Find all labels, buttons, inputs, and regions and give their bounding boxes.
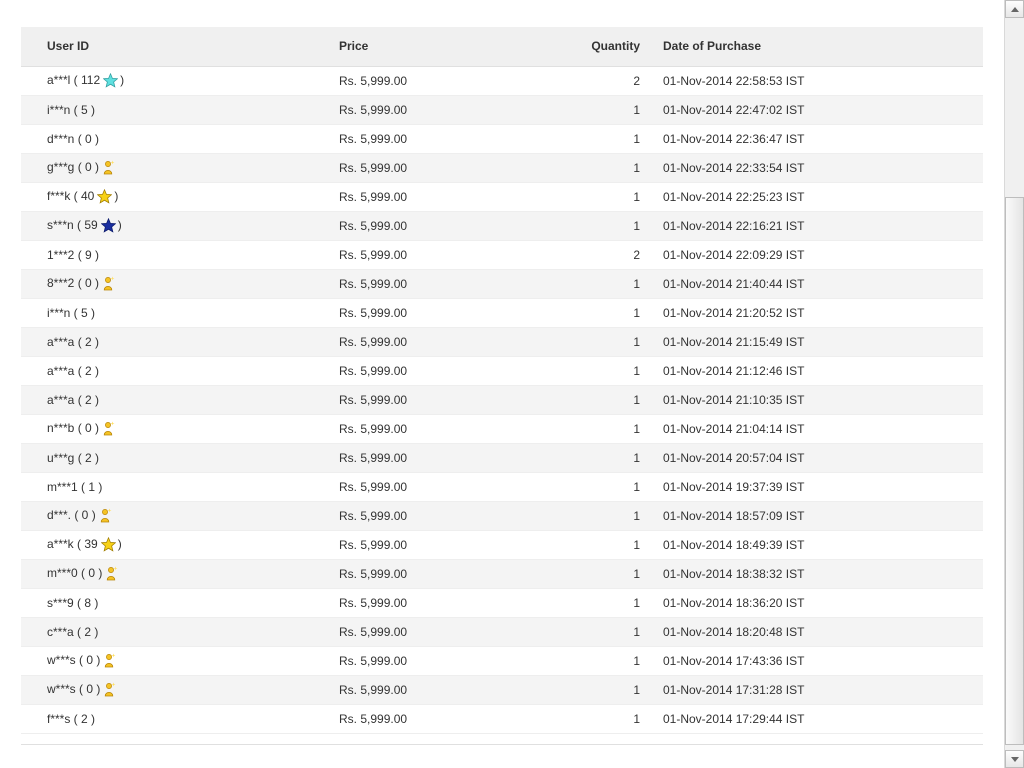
cell-date-of-purchase: 01-Nov-2014 22:36:47 IST <box>650 125 983 154</box>
cell-date-of-purchase: 01-Nov-2014 18:49:39 IST <box>650 531 983 560</box>
user-id-text: f***s ( 2 ) <box>47 712 96 726</box>
cell-user-id <box>21 531 339 560</box>
cell-quantity: 1 <box>567 618 650 647</box>
user-id-suffix: ) <box>117 218 122 233</box>
table-row <box>21 183 983 212</box>
table-header-row <box>21 27 983 67</box>
cell-user-id <box>21 676 339 705</box>
cell-quantity: 1 <box>567 705 650 734</box>
cell-quantity: 1 <box>567 560 650 589</box>
user-id-text: m***1 ( 1 ) <box>47 480 103 494</box>
cell-user-id <box>21 560 339 589</box>
table-row <box>21 531 983 560</box>
column-header-date-of-purchase[interactable]: Date of Purchase <box>650 27 983 67</box>
cell-price: Rs. 5,999.00 <box>339 444 567 473</box>
cell-date-of-purchase: 01-Nov-2014 20:57:04 IST <box>650 444 983 473</box>
table-row <box>21 386 983 415</box>
cell-user-id <box>21 589 339 618</box>
column-header-user-id[interactable]: User ID <box>21 27 339 67</box>
cell-price: Rs. 5,999.00 <box>339 67 567 96</box>
new-user-icon <box>103 682 116 697</box>
cell-quantity: 2 <box>567 241 650 270</box>
cell-user-id <box>21 270 339 299</box>
cell-date-of-purchase: 01-Nov-2014 18:57:09 IST <box>650 502 983 531</box>
user-id-suffix: ) <box>114 189 119 204</box>
new-user-icon <box>102 160 115 175</box>
table-row <box>21 212 983 241</box>
cell-date-of-purchase: 01-Nov-2014 22:25:23 IST <box>650 183 983 212</box>
table-row <box>21 357 983 386</box>
cell-price: Rs. 5,999.00 <box>339 618 567 647</box>
column-header-price[interactable]: Price <box>339 27 567 67</box>
cell-price: Rs. 5,999.00 <box>339 415 567 444</box>
user-id-text: a***l ( 112 <box>47 73 101 88</box>
table-row <box>21 705 983 734</box>
table-row <box>21 618 983 647</box>
bid-history-table <box>21 27 983 734</box>
scroll-up-button[interactable] <box>1005 0 1024 18</box>
scroll-down-arrow-icon <box>1011 757 1019 762</box>
cell-user-id <box>21 96 339 125</box>
cell-price: Rs. 5,999.00 <box>339 502 567 531</box>
cell-quantity: 1 <box>567 212 650 241</box>
cell-user-id <box>21 386 339 415</box>
cell-price: Rs. 5,999.00 <box>339 183 567 212</box>
cell-date-of-purchase: 01-Nov-2014 22:09:29 IST <box>650 241 983 270</box>
cell-quantity: 1 <box>567 386 650 415</box>
user-id-text: u***g ( 2 ) <box>47 451 100 465</box>
cell-quantity: 1 <box>567 270 650 299</box>
cell-quantity: 1 <box>567 154 650 183</box>
cell-user-id <box>21 473 339 502</box>
star-yellow-icon <box>97 189 112 204</box>
user-id-text: a***a ( 2 ) <box>47 364 100 378</box>
table-row <box>21 96 983 125</box>
cell-date-of-purchase: 01-Nov-2014 19:37:39 IST <box>650 473 983 502</box>
table-footer-divider <box>21 744 983 745</box>
cell-user-id <box>21 328 339 357</box>
scroll-up-arrow-icon <box>1011 7 1019 12</box>
cell-date-of-purchase: 01-Nov-2014 22:33:54 IST <box>650 154 983 183</box>
cell-price: Rs. 5,999.00 <box>339 357 567 386</box>
user-id-suffix: ) <box>120 73 125 88</box>
cell-date-of-purchase: 01-Nov-2014 17:43:36 IST <box>650 647 983 676</box>
user-id-text: d***n ( 0 ) <box>47 132 100 146</box>
cell-date-of-purchase: 01-Nov-2014 22:58:53 IST <box>650 67 983 96</box>
new-user-icon <box>102 276 115 291</box>
user-id-text: w***s ( 0 ) <box>47 653 101 668</box>
table-row <box>21 125 983 154</box>
table-row <box>21 676 983 705</box>
cell-user-id <box>21 299 339 328</box>
new-user-icon <box>99 508 112 523</box>
cell-date-of-purchase: 01-Nov-2014 21:12:46 IST <box>650 357 983 386</box>
cell-price: Rs. 5,999.00 <box>339 212 567 241</box>
table-row <box>21 560 983 589</box>
scrollbar-thumb[interactable] <box>1005 197 1024 745</box>
table-row <box>21 589 983 618</box>
table-row <box>21 647 983 676</box>
user-id-text: d***. ( 0 ) <box>47 508 96 523</box>
cell-quantity: 1 <box>567 502 650 531</box>
cell-price: Rs. 5,999.00 <box>339 705 567 734</box>
cell-date-of-purchase: 01-Nov-2014 18:36:20 IST <box>650 589 983 618</box>
cell-date-of-purchase: 01-Nov-2014 21:20:52 IST <box>650 299 983 328</box>
cell-date-of-purchase: 01-Nov-2014 21:15:49 IST <box>650 328 983 357</box>
cell-quantity: 1 <box>567 531 650 560</box>
cell-price: Rs. 5,999.00 <box>339 560 567 589</box>
user-id-text: s***9 ( 8 ) <box>47 596 99 610</box>
cell-price: Rs. 5,999.00 <box>339 531 567 560</box>
user-id-text: g***g ( 0 ) <box>47 160 100 175</box>
cell-price: Rs. 5,999.00 <box>339 386 567 415</box>
cell-quantity: 1 <box>567 647 650 676</box>
table-row <box>21 299 983 328</box>
user-id-text: c***a ( 2 ) <box>47 625 99 639</box>
column-header-quantity[interactable]: Quantity <box>567 27 650 67</box>
table-row <box>21 241 983 270</box>
cell-user-id <box>21 125 339 154</box>
cell-price: Rs. 5,999.00 <box>339 647 567 676</box>
cell-user-id <box>21 67 339 96</box>
table-row <box>21 502 983 531</box>
cell-quantity: 1 <box>567 125 650 154</box>
star-blue-icon <box>101 218 116 233</box>
user-id-text: 1***2 ( 9 ) <box>47 248 100 262</box>
table-body <box>21 67 983 734</box>
table-row <box>21 473 983 502</box>
user-id-text: i***n ( 5 ) <box>47 103 96 117</box>
user-id-suffix: ) <box>117 537 122 552</box>
cell-quantity: 1 <box>567 299 650 328</box>
user-id-text: a***k ( 39 <box>47 537 98 552</box>
cell-price: Rs. 5,999.00 <box>339 96 567 125</box>
table-row <box>21 328 983 357</box>
user-id-text: i***n ( 5 ) <box>47 306 96 320</box>
cell-quantity: 1 <box>567 357 650 386</box>
new-user-icon <box>105 566 118 581</box>
cell-user-id <box>21 241 339 270</box>
cell-price: Rs. 5,999.00 <box>339 676 567 705</box>
cell-user-id <box>21 154 339 183</box>
table-row <box>21 415 983 444</box>
cell-date-of-purchase: 01-Nov-2014 21:40:44 IST <box>650 270 983 299</box>
cell-quantity: 1 <box>567 183 650 212</box>
cell-date-of-purchase: 01-Nov-2014 17:29:44 IST <box>650 705 983 734</box>
cell-quantity: 1 <box>567 415 650 444</box>
user-id-text: m***0 ( 0 ) <box>47 566 103 581</box>
cell-quantity: 1 <box>567 328 650 357</box>
cell-date-of-purchase: 01-Nov-2014 22:16:21 IST <box>650 212 983 241</box>
cell-quantity: 1 <box>567 589 650 618</box>
user-id-text: 8***2 ( 0 ) <box>47 276 100 291</box>
cell-date-of-purchase: 01-Nov-2014 17:31:28 IST <box>650 676 983 705</box>
cell-user-id <box>21 502 339 531</box>
cell-date-of-purchase: 01-Nov-2014 21:04:14 IST <box>650 415 983 444</box>
new-user-icon <box>103 653 116 668</box>
cell-user-id <box>21 647 339 676</box>
cell-user-id <box>21 357 339 386</box>
user-id-text: a***a ( 2 ) <box>47 393 100 407</box>
table-row <box>21 154 983 183</box>
cell-quantity: 2 <box>567 67 650 96</box>
table-row <box>21 270 983 299</box>
user-id-text: f***k ( 40 <box>47 189 95 204</box>
cell-user-id <box>21 618 339 647</box>
cell-quantity: 1 <box>567 96 650 125</box>
user-id-text: s***n ( 59 <box>47 218 98 233</box>
cell-date-of-purchase: 01-Nov-2014 22:47:02 IST <box>650 96 983 125</box>
new-user-icon <box>102 421 115 436</box>
table-row <box>21 67 983 96</box>
cell-quantity: 1 <box>567 676 650 705</box>
user-id-text: a***a ( 2 ) <box>47 335 100 349</box>
cell-user-id <box>21 705 339 734</box>
cell-price: Rs. 5,999.00 <box>339 328 567 357</box>
cell-price: Rs. 5,999.00 <box>339 589 567 618</box>
cell-price: Rs. 5,999.00 <box>339 270 567 299</box>
cell-date-of-purchase: 01-Nov-2014 18:20:48 IST <box>650 618 983 647</box>
user-id-text: w***s ( 0 ) <box>47 682 101 697</box>
cell-user-id <box>21 444 339 473</box>
vertical-scrollbar[interactable] <box>1004 0 1024 768</box>
star-cyan-icon <box>103 73 118 88</box>
table-row <box>21 444 983 473</box>
cell-date-of-purchase: 01-Nov-2014 18:38:32 IST <box>650 560 983 589</box>
cell-price: Rs. 5,999.00 <box>339 154 567 183</box>
scroll-down-button[interactable] <box>1005 750 1024 768</box>
user-id-text: n***b ( 0 ) <box>47 421 100 436</box>
cell-user-id <box>21 415 339 444</box>
cell-quantity: 1 <box>567 444 650 473</box>
cell-quantity: 1 <box>567 473 650 502</box>
cell-user-id <box>21 212 339 241</box>
star-yellow-icon <box>101 537 116 552</box>
cell-user-id <box>21 183 339 212</box>
cell-date-of-purchase: 01-Nov-2014 21:10:35 IST <box>650 386 983 415</box>
cell-price: Rs. 5,999.00 <box>339 125 567 154</box>
cell-price: Rs. 5,999.00 <box>339 241 567 270</box>
cell-price: Rs. 5,999.00 <box>339 473 567 502</box>
cell-price: Rs. 5,999.00 <box>339 299 567 328</box>
